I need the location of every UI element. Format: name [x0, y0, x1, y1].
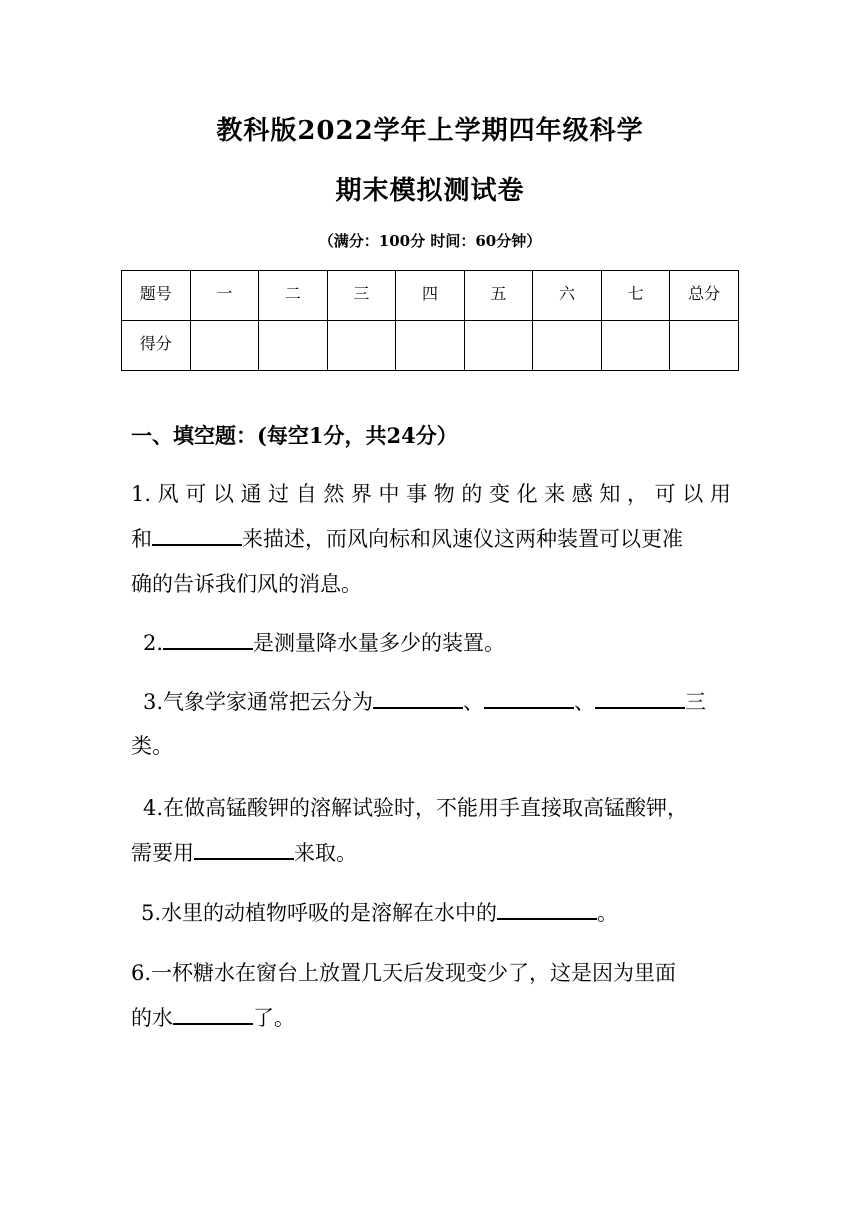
score-cell: 五: [464, 271, 533, 321]
question-1-line2: [131, 514, 731, 564]
question-6-line1: [131, 948, 731, 998]
score-cell: 四: [396, 271, 465, 321]
q1-char: 可: [185, 482, 207, 506]
answer-blank[interactable]: [173, 1001, 253, 1025]
score-input-cell[interactable]: [601, 321, 670, 371]
score-cell: 题号: [122, 271, 191, 321]
q3-text-a: 3.气象学家通常把云分为: [143, 690, 374, 714]
score-cell: 三: [327, 271, 396, 321]
score-input-cell[interactable]: [190, 321, 259, 371]
q1-char: 事: [406, 482, 428, 506]
q5-text-a: 5.水里的动植物呼吸的是溶解在水中的: [141, 901, 498, 925]
score-table-header-row: [122, 271, 739, 321]
q3-text-c: 类。: [131, 734, 173, 758]
question-6-line2: [131, 993, 731, 1043]
q1-char: 界: [350, 482, 372, 506]
score-cell: 一: [190, 271, 259, 321]
answer-blank[interactable]: [194, 836, 294, 860]
q4-text-a: 4.在做高锰酸钾的溶解试验时，不能用手直接取高锰酸钾，: [143, 796, 689, 820]
q1-char: ，: [627, 482, 649, 506]
q6-text-a: 6.一杯糖水在窗台上放置几天后发现变少了，这是因为里面: [131, 961, 677, 985]
q1-text-a: 和: [131, 527, 152, 551]
q1-char: 以: [212, 482, 234, 506]
q4-text-b: 需要用: [131, 841, 194, 865]
answer-blank[interactable]: [497, 896, 597, 920]
q1-char: 然: [323, 482, 345, 506]
score-cell: 总分: [670, 271, 739, 321]
question-5: [141, 888, 741, 938]
question-4-line2: [131, 828, 731, 878]
q1-char: 用: [709, 482, 731, 506]
score-input-cell[interactable]: [327, 321, 396, 371]
q1-char: 以: [682, 482, 704, 506]
q1-char: 感: [571, 482, 593, 506]
score-input-cell[interactable]: [259, 321, 328, 371]
question-1-line1: [131, 469, 731, 519]
q1-char: 过: [268, 482, 290, 506]
q1-char: 风: [157, 482, 179, 506]
answer-blank[interactable]: [373, 685, 463, 709]
q1-char: 自: [295, 482, 317, 506]
question-3-line1: [143, 677, 731, 727]
section-heading: 一、填空题：(每空1分，共24分）: [131, 423, 458, 448]
score-cell: 二: [259, 271, 328, 321]
q1-char: 通: [240, 482, 262, 506]
q1-char: 物: [433, 482, 455, 506]
score-table: [121, 270, 739, 371]
q1-char: 变: [488, 482, 510, 506]
q6-text-b: 的水: [131, 1006, 173, 1030]
q1-char: 化: [516, 482, 538, 506]
q1-char: 的: [461, 482, 483, 506]
exam-subtitle: 期末模拟测试卷: [335, 176, 525, 206]
q1-char: 来: [544, 482, 566, 506]
answer-blank[interactable]: [484, 685, 574, 709]
question-4-line1: [143, 783, 743, 833]
q3-text-b: 三: [685, 690, 707, 714]
score-cell: 六: [533, 271, 602, 321]
answer-blank[interactable]: [595, 685, 685, 709]
q1-char: 1.: [131, 482, 152, 506]
answer-blank[interactable]: [152, 522, 242, 546]
score-input-cell[interactable]: [670, 321, 739, 371]
score-input-cell[interactable]: [464, 321, 533, 371]
q1-text-b: 来描述，而风向标和风速仪这两种装置可以更准: [242, 527, 683, 551]
exam-info: （满分：100分 时间：60分钟）: [318, 232, 542, 250]
q3-sep: 、: [574, 690, 596, 714]
q4-text-c: 来取。: [294, 841, 357, 865]
exam-title: 教科版2022学年上学期四年级科学: [216, 116, 644, 146]
q6-text-c: 了。: [253, 1006, 295, 1030]
question-3-line2: [131, 721, 731, 771]
q2-number: 2.: [143, 631, 164, 655]
q1-char: 可: [654, 482, 676, 506]
q1-char: 中: [378, 482, 400, 506]
score-input-cell[interactable]: [396, 321, 465, 371]
answer-blank[interactable]: [163, 626, 253, 650]
q3-sep: 、: [463, 690, 485, 714]
score-cell: 七: [601, 271, 670, 321]
q1-char: 知: [599, 482, 621, 506]
q5-text-b: 。: [597, 901, 619, 925]
question-2: [143, 618, 743, 668]
score-input-cell[interactable]: [533, 321, 602, 371]
q1-text-c: 确的告诉我们风的消息。: [131, 572, 362, 596]
q2-text: 是测量降水量多少的装置。: [253, 631, 506, 655]
score-table-score-row: [122, 321, 739, 371]
question-1-line3: [131, 559, 731, 609]
score-row-label: 得分: [122, 321, 191, 371]
